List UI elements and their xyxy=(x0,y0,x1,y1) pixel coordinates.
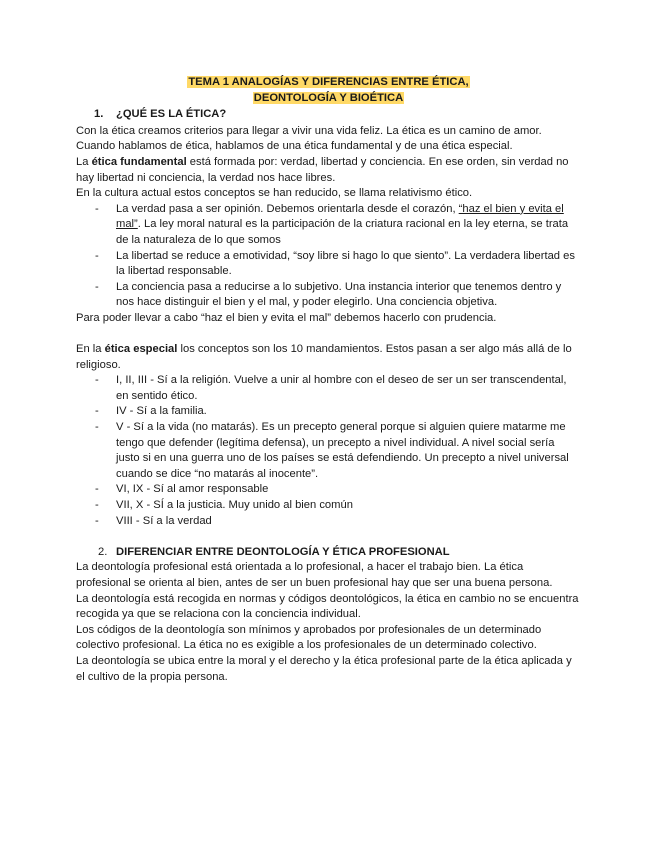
section-1-title: ¿QUÉ ES LA ÉTICA? xyxy=(116,108,227,121)
text: . La ley moral natural es la participación de la criatura racional en la ley eterna, se trata de la naturaleza de lo que somos xyxy=(116,218,569,246)
spacer xyxy=(76,327,581,343)
list-item: - La libertad se reduce a emotividad, “soy libre si hago lo que siento”. La verdadera libertad es la libertad responsable. xyxy=(76,249,581,280)
list-item: - IV - Sí a la familia. xyxy=(76,404,581,420)
section-1-number: 1. xyxy=(94,108,104,121)
list-item: - VIII - Sí a la verdad xyxy=(76,514,581,530)
list-item: - I, II, III - Sí a la religión. Vuelve a unir al hombre con el deseo de ser un ser transcendental, en sentido ético. xyxy=(76,373,581,404)
term-fundamental-ethics: ética fundamental xyxy=(91,155,187,168)
text: En la xyxy=(76,343,105,356)
document-content xyxy=(76,75,581,685)
paragraph-deontology-2: La deontología está recogida en normas y códigos deontológicos, la ética en cambio no se encuentra recogida ya que se relaciona con la conciencia individual. xyxy=(76,592,579,621)
section-2-number: 2. xyxy=(98,545,108,558)
underlined-quote: “haz el bien y evita el mal” xyxy=(116,202,564,231)
paragraph-special-ethics xyxy=(76,342,581,373)
text: los conceptos son los 10 mandamientos. Estos pasan a ser algo más allá de lo religioso. xyxy=(76,343,572,371)
text: La xyxy=(76,155,92,168)
paragraph-deontology-4: La deontología se ubica entre la moral y el derecho y la ética profesional parte de la ética aplicada y el cultivo de la propia persona. xyxy=(76,654,572,683)
spacer xyxy=(76,529,581,545)
text: La verdad pasa a ser opinión. Debemos orientarla desde el corazón, xyxy=(116,202,459,215)
paragraph-deontology-3: Los códigos de la deontología son mínimos y aprobados por profesionales de un determinado colectivo profesional. La ética no es exigible a los profesionales de un determinado colectivo. xyxy=(76,623,542,652)
paragraph-prudence: Para poder llevar a cabo “haz el bien y evita el mal” debemos hacerlo con prudencia. xyxy=(76,311,497,324)
paragraph-deontology-1: La deontología profesional está orientada a lo profesional, a hacer el trabajo bien. La ética profesional se orienta al bien, antes de ser un buen profesional hay que ser una buena persona. xyxy=(76,561,553,589)
list-item xyxy=(76,202,581,249)
list-item: - VII, X - SÍ a la justicia. Muy unido al bien común xyxy=(76,498,581,514)
relativism-list xyxy=(76,202,581,311)
section-2-title: DIFERENCIAR ENTRE DEONTOLOGÍA Y ÉTICA PROFESIONAL xyxy=(116,545,450,558)
section-2-heading xyxy=(98,545,581,561)
term-special-ethics: ética especial xyxy=(104,343,178,356)
document-title xyxy=(76,75,581,106)
paragraph-relativism: En la cultura actual estos conceptos se han reducido, se llama relativismo ético. xyxy=(76,187,473,200)
list-item: - La conciencia pasa a reducirse a lo subjetivo. Una instancia interior que tenemos dentro y nos hace distinguir el bien y el mal, y poder elegirlo. Una conciencia objetiva. xyxy=(76,280,581,311)
section-1-heading xyxy=(94,107,581,123)
text: está formada por: verdad, libertad y conciencia. En ese orden, sin verdad no hay libertad ni conciencia, la verdad nos hace libres. xyxy=(76,155,569,184)
title-line-1: TEMA 1 ANALOGÍAS Y DIFERENCIAS ENTRE ÉTICA, xyxy=(188,76,469,88)
list-item: - VI, IX - Sí al amor responsable xyxy=(76,482,581,498)
list-item: - V - Sí a la vida (no matarás). Es un precepto general porque si alguien quiere matarme me tengo que defender (legítima defensa), un precepto a nivel individual. A nivel social sería justo si en una guerra uno de los países se está defendiendo. Un precepto a nivel universal cuando se dice “no matarás al inocente”. xyxy=(76,420,581,482)
paragraph-ethics-intro: Con la ética creamos criterios para llegar a vivir una vida feliz. La ética es un camino de amor. Cuando hablamos de ética, hablamos de una ética fundamental y de una ética especial. xyxy=(76,124,542,153)
title-line-2: DEONTOLOGÍA Y BIOÉTICA xyxy=(253,91,404,104)
paragraph-fundamental-ethics xyxy=(76,155,581,186)
commandments-list xyxy=(76,373,581,529)
